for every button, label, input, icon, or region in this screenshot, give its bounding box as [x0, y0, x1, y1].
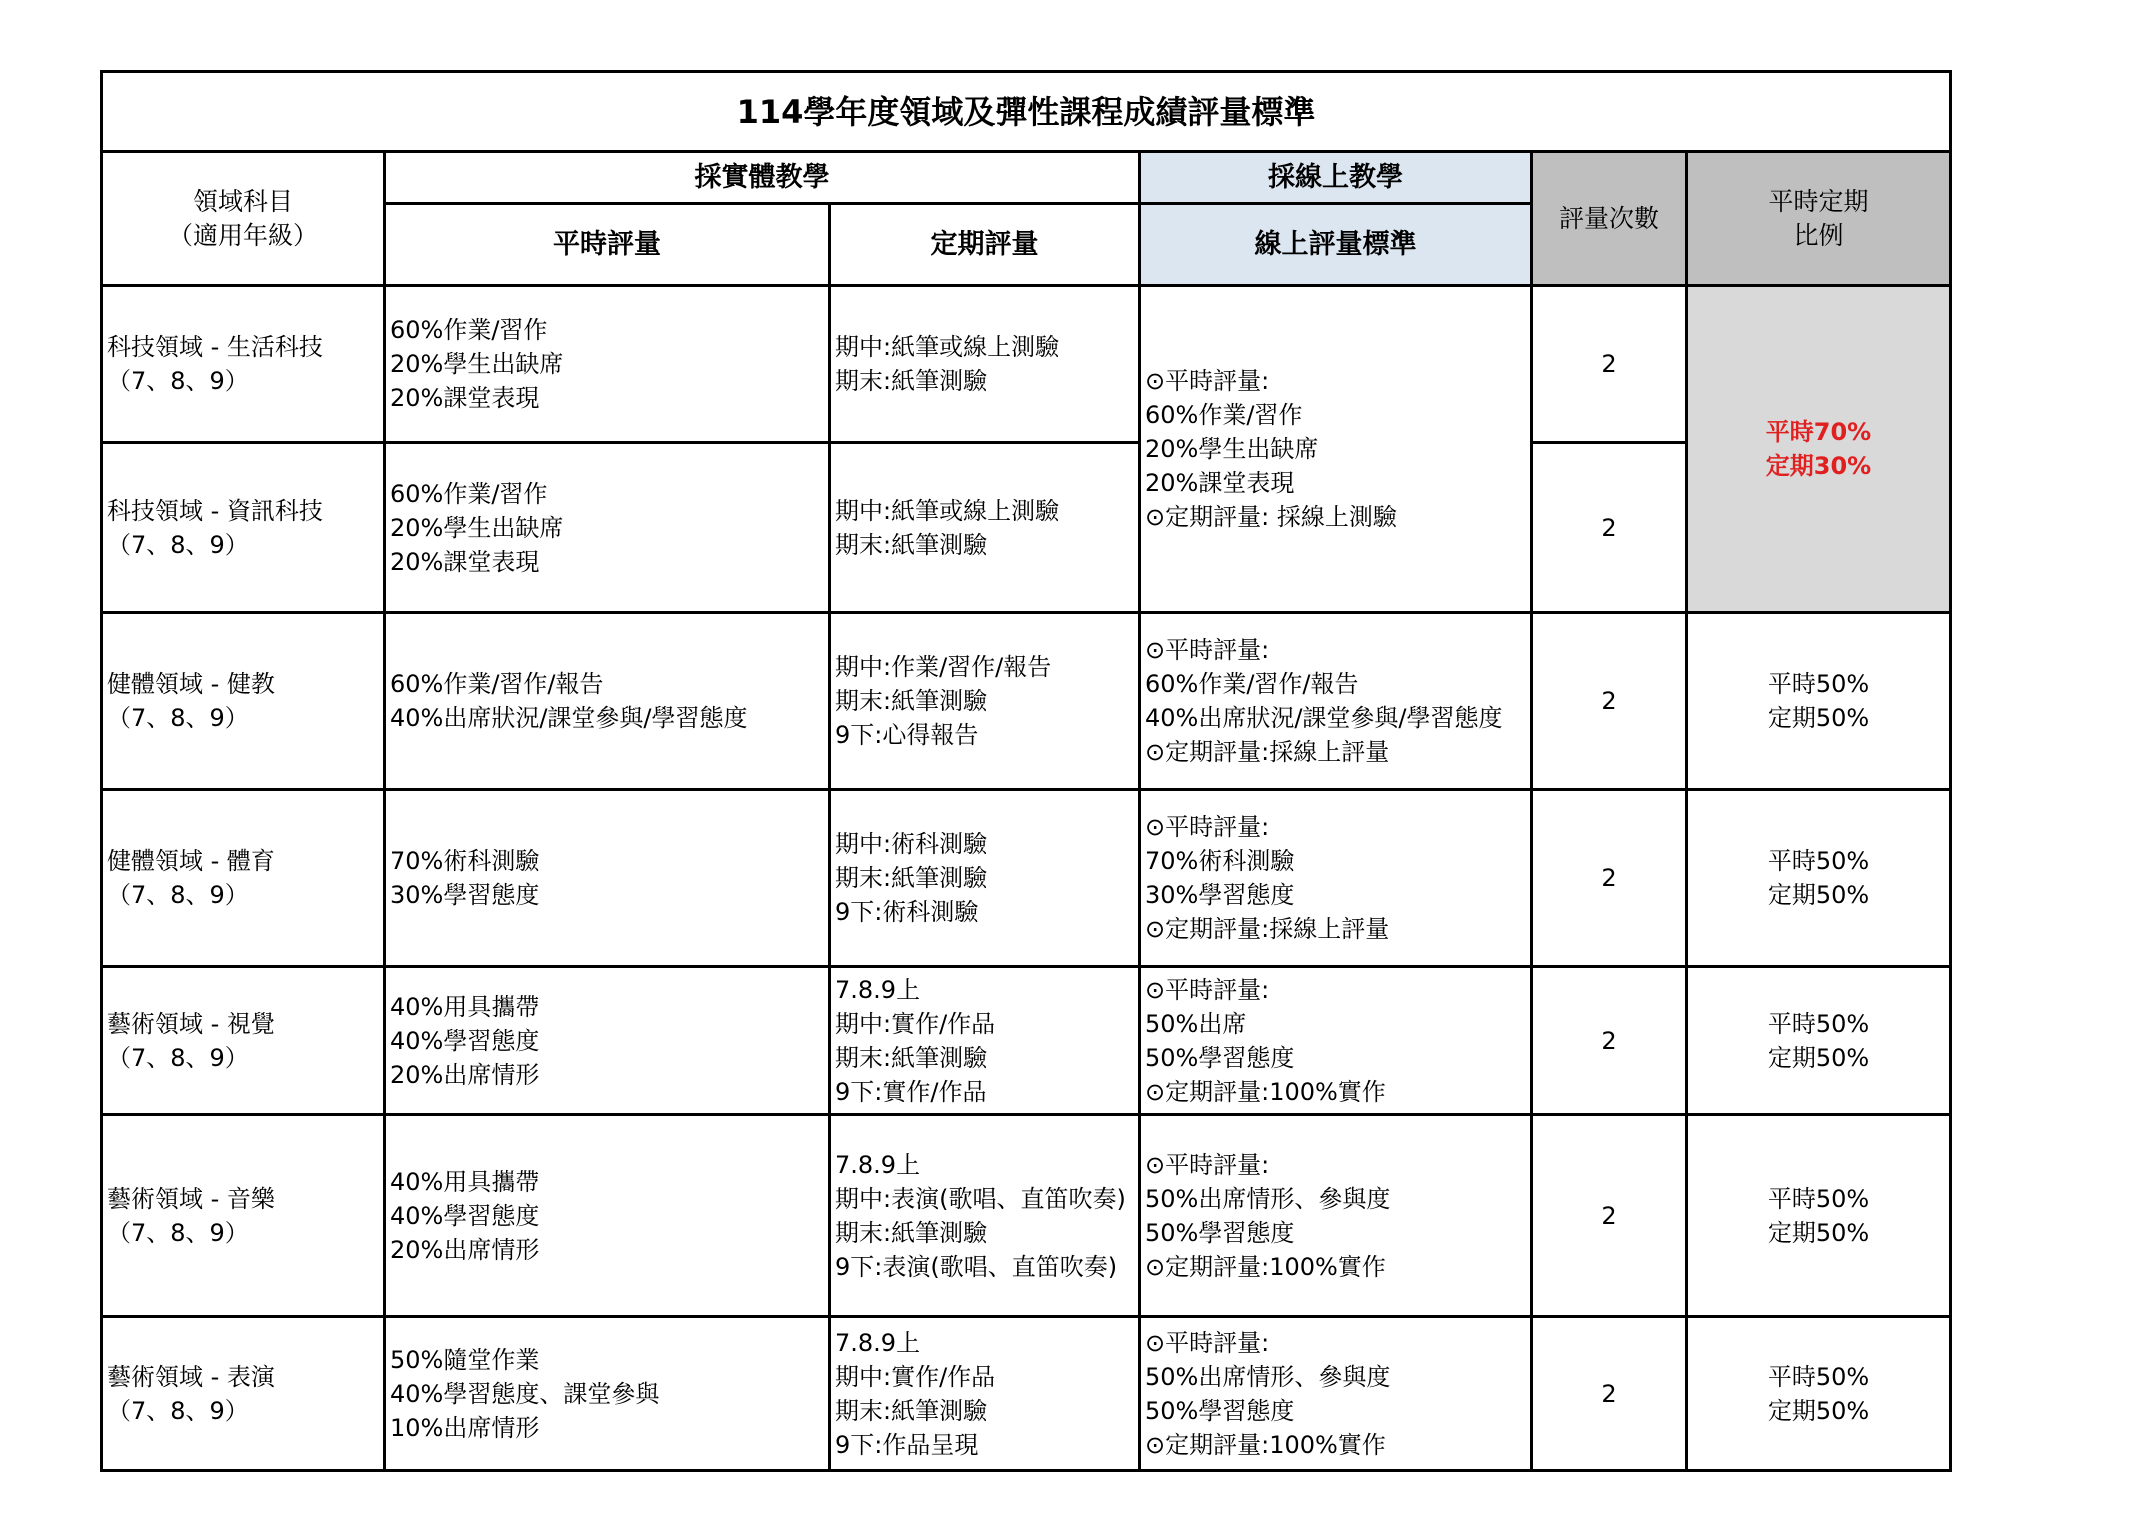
periodic-item: 7.8.9上 — [835, 1150, 921, 1179]
header-in-person: 採實體教學 — [385, 152, 1140, 204]
subject-cell — [102, 790, 385, 967]
periodic-item: 期末:紙筆測驗 — [835, 530, 988, 559]
periodic-item: 期中:術科測驗 — [835, 830, 988, 858]
periodic-item: 9下:術科測驗 — [835, 898, 979, 926]
table-row — [102, 967, 1951, 1115]
daily-item: 20%出席情形 — [390, 1060, 540, 1089]
online-item: ⊙定期評量:100%實作 — [1145, 1077, 1386, 1106]
online-item: ⊙定期評量: 採線上測驗 — [1145, 503, 1397, 531]
table-row — [102, 286, 1951, 443]
daily-item: 40%學習態度 — [390, 1201, 540, 1230]
daily-cell — [385, 790, 830, 967]
header-count: 評量次數 — [1532, 152, 1687, 286]
ratio-cell — [1687, 613, 1951, 790]
subject-name: 科技領域 - 資訊科技 — [107, 496, 323, 525]
table-row — [102, 790, 1951, 967]
subject-cell — [102, 1115, 385, 1317]
ratio-item: 平時50% — [1767, 1362, 1870, 1391]
ratio-item: 平時50% — [1767, 1184, 1870, 1213]
periodic-cell — [830, 967, 1140, 1115]
subject-name: 健體領域 - 健教 — [107, 670, 275, 698]
header-subject-line2: （適用年級） — [167, 220, 318, 250]
periodic-item: 期中:表演(歌唱、直笛吹奏) — [835, 1184, 1126, 1213]
grading-standards-table — [100, 70, 1952, 1472]
periodic-cell — [830, 790, 1140, 967]
subject-name: 科技領域 - 生活科技 — [107, 333, 323, 361]
daily-item: 40%用具攜帶 — [390, 992, 540, 1021]
ratio-item: 定期50% — [1767, 1043, 1870, 1072]
online-item: 70%術科測驗 — [1145, 847, 1295, 875]
ratio-item: 定期30% — [1765, 452, 1872, 480]
online-item: ⊙平時評量: — [1145, 367, 1270, 395]
subject-cell — [102, 613, 385, 790]
count-cell: 2 — [1532, 967, 1687, 1115]
subject-grades: （7、8、9） — [107, 881, 249, 909]
daily-item: 60%作業/習作 — [390, 316, 548, 344]
ratio-item: 定期50% — [1767, 1396, 1870, 1425]
online-item: 50%出席情形、參與度 — [1145, 1362, 1391, 1391]
periodic-cell — [830, 613, 1140, 790]
periodic-item: 期中:紙筆或線上測驗 — [835, 496, 1060, 525]
online-item: ⊙平時評量: — [1145, 975, 1270, 1004]
subject-name: 藝術領域 - 音樂 — [107, 1184, 275, 1213]
online-item: 60%作業/習作/報告 — [1145, 670, 1359, 698]
count-cell: 2 — [1532, 286, 1687, 443]
periodic-item: 期末:紙筆測驗 — [835, 864, 988, 892]
daily-cell — [385, 613, 830, 790]
daily-item: 20%課堂表現 — [390, 384, 540, 412]
header-ratio-line2: 比例 — [1793, 220, 1844, 250]
periodic-cell — [830, 1317, 1140, 1471]
header-subject-line1: 領域科目 — [192, 186, 293, 216]
periodic-item: 期末:紙筆測驗 — [835, 1396, 988, 1425]
table-row — [102, 443, 1951, 613]
daily-cell — [385, 443, 830, 613]
online-item: ⊙定期評量:100%實作 — [1145, 1252, 1386, 1281]
online-item: 50%學習態度 — [1145, 1218, 1295, 1247]
periodic-cell — [830, 443, 1140, 613]
online-item: 20%課堂表現 — [1145, 469, 1295, 497]
header-online-standard: 線上評量標準 — [1140, 204, 1532, 286]
header-ratio-line1: 平時定期 — [1768, 186, 1869, 216]
subject-name: 健體領域 - 體育 — [107, 847, 275, 875]
subject-grades: （7、8、9） — [107, 530, 249, 559]
header-subject — [102, 152, 385, 286]
ratio-cell-tech — [1687, 286, 1951, 613]
header-periodic: 定期評量 — [830, 204, 1140, 286]
count-cell: 2 — [1532, 1115, 1687, 1317]
online-item: ⊙定期評量:100%實作 — [1145, 1430, 1386, 1459]
table-row — [102, 1115, 1951, 1317]
periodic-item: 期中:實作/作品 — [835, 1362, 996, 1391]
online-cell-tech — [1140, 286, 1532, 613]
count-cell: 2 — [1532, 443, 1687, 613]
ratio-item: 平時70% — [1765, 418, 1872, 446]
subject-name: 藝術領域 - 視覺 — [107, 1009, 275, 1038]
online-item: 30%學習態度 — [1145, 881, 1295, 909]
ratio-cell — [1687, 1317, 1951, 1471]
daily-item: 40%學習態度 — [390, 1026, 540, 1055]
online-item: 50%學習態度 — [1145, 1396, 1295, 1425]
ratio-item: 平時50% — [1767, 847, 1870, 875]
daily-item: 60%作業/習作/報告 — [390, 670, 604, 698]
ratio-cell — [1687, 1115, 1951, 1317]
daily-item: 20%學生出缺席 — [390, 350, 564, 378]
online-item: 40%出席狀況/課堂參與/學習態度 — [1145, 704, 1503, 732]
count-cell: 2 — [1532, 790, 1687, 967]
ratio-item: 平時50% — [1767, 1009, 1870, 1038]
subject-cell — [102, 286, 385, 443]
subject-grades: （7、8、9） — [107, 367, 249, 395]
table-title: 114學年度領域及彈性課程成績評量標準 — [102, 72, 1951, 152]
periodic-item: 期中:作業/習作/報告 — [835, 653, 1052, 681]
table-row — [102, 1317, 1951, 1471]
periodic-item: 7.8.9上 — [835, 1328, 921, 1357]
ratio-cell — [1687, 967, 1951, 1115]
count-cell: 2 — [1532, 613, 1687, 790]
periodic-cell — [830, 286, 1140, 443]
periodic-item: 7.8.9上 — [835, 975, 921, 1004]
periodic-item: 期末:紙筆測驗 — [835, 687, 988, 715]
periodic-item: 期中:紙筆或線上測驗 — [835, 333, 1060, 361]
online-item: ⊙平時評量: — [1145, 813, 1270, 841]
daily-item: 40%出席狀況/課堂參與/學習態度 — [390, 704, 748, 732]
online-item: 20%學生出缺席 — [1145, 435, 1319, 463]
online-cell — [1140, 967, 1532, 1115]
ratio-item: 定期50% — [1767, 881, 1870, 909]
daily-item: 20%出席情形 — [390, 1235, 540, 1264]
periodic-item: 9下:表演(歌唱、直笛吹奏) — [835, 1252, 1118, 1281]
periodic-item: 期末:紙筆測驗 — [835, 1043, 988, 1072]
periodic-item: 9下:實作/作品 — [835, 1077, 987, 1106]
header-online: 採線上教學 — [1140, 152, 1532, 204]
subject-cell — [102, 967, 385, 1115]
online-item: ⊙平時評量: — [1145, 1150, 1270, 1179]
daily-item: 20%學生出缺席 — [390, 513, 564, 542]
online-item: ⊙平時評量: — [1145, 636, 1270, 664]
ratio-item: 定期50% — [1767, 1218, 1870, 1247]
online-cell — [1140, 790, 1532, 967]
subject-name: 藝術領域 - 表演 — [107, 1362, 275, 1391]
daily-item: 30%學習態度 — [390, 881, 540, 909]
periodic-item: 期末:紙筆測驗 — [835, 367, 988, 395]
subject-grades: （7、8、9） — [107, 1218, 249, 1247]
online-cell — [1140, 1115, 1532, 1317]
daily-cell — [385, 286, 830, 443]
daily-item: 40%學習態度、課堂參與 — [390, 1379, 660, 1408]
subject-grades: （7、8、9） — [107, 1396, 249, 1425]
daily-item: 50%隨堂作業 — [390, 1345, 540, 1374]
daily-cell — [385, 967, 830, 1115]
online-item: 50%學習態度 — [1145, 1043, 1295, 1072]
periodic-item: 9下:作品呈現 — [835, 1430, 979, 1459]
daily-item: 70%術科測驗 — [390, 847, 540, 875]
periodic-cell — [830, 1115, 1140, 1317]
online-cell — [1140, 1317, 1532, 1471]
daily-item: 40%用具攜帶 — [390, 1167, 540, 1196]
online-item: ⊙定期評量:採線上評量 — [1145, 915, 1390, 943]
subject-cell — [102, 443, 385, 613]
subject-grades: （7、8、9） — [107, 1043, 249, 1072]
online-item: ⊙平時評量: — [1145, 1328, 1270, 1357]
ratio-cell — [1687, 790, 1951, 967]
subject-cell — [102, 1317, 385, 1471]
daily-item: 20%課堂表現 — [390, 547, 540, 576]
periodic-item: 期中:實作/作品 — [835, 1009, 996, 1038]
table-row — [102, 613, 1951, 790]
header-daily: 平時評量 — [385, 204, 830, 286]
header-ratio — [1687, 152, 1951, 286]
daily-item: 60%作業/習作 — [390, 479, 548, 508]
periodic-item: 9下:心得報告 — [835, 721, 979, 749]
daily-cell — [385, 1317, 830, 1471]
online-item: 50%出席情形、參與度 — [1145, 1184, 1391, 1213]
online-item: 50%出席 — [1145, 1009, 1247, 1038]
count-cell: 2 — [1532, 1317, 1687, 1471]
online-item: 60%作業/習作 — [1145, 401, 1303, 429]
online-cell — [1140, 613, 1532, 790]
online-item: ⊙定期評量:採線上評量 — [1145, 738, 1390, 766]
ratio-item: 平時50% — [1767, 670, 1870, 698]
daily-item: 10%出席情形 — [390, 1413, 540, 1442]
ratio-item: 定期50% — [1767, 704, 1870, 732]
periodic-item: 期末:紙筆測驗 — [835, 1218, 988, 1247]
subject-grades: （7、8、9） — [107, 704, 249, 732]
daily-cell — [385, 1115, 830, 1317]
